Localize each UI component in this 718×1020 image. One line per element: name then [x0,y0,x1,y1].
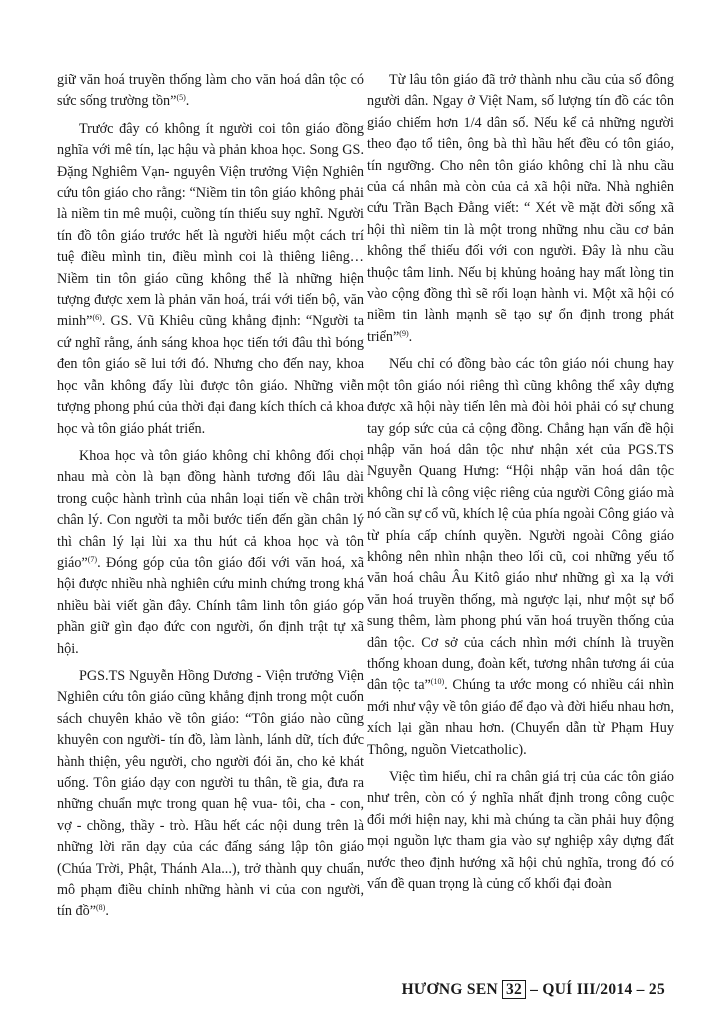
left-column [57,70,364,929]
paragraph: giữ văn hoá truyền thống làm cho văn hoá dân tộc có sức sống trường tồn”$^{(5)}$. [57,72,364,110]
paragraph: Nếu chỉ có đồng bào các tôn giáo nói chung hay một tôn giáo nói riêng thì cũng không thể xây dựng được xã hội này tiến lên mà đòi hỏi phải có sự chung tay góp sức của cả cộng đồng. Chẳng hạn vấn đề hội nhập văn hoá dân tộc như nhận xét của PGS.TS Nguyễn Quang Hưng: “Hội nhập văn hoá dân tộc không chỉ là công việc riêng của người Công giáo mà nó cần sự cổ vũ, khích lệ của phía ngoài Công giáo và từ phía cấp chính quyền. Người ngoài Công giáo không nên nhìn nhận theo lối cũ, coi những yếu tố văn hoá châu Âu Kitô giáo như những gì xa lạ với văn hoá truyền thống, mà ngược lại, như một sự bổ sung thêm, làm phong phú văn hoá truyền thống của dân tộc. Cơ sở của cách nhìn mới chính là truyền thống khoan dung, đoàn kết, tương nhân tương ái của dân tộc ta”$^{(10)}$. Chúng ta ước mong có nhiều cái nhìn mới như vậy về tôn giáo để đạo và đời hiểu nhau hơn, xích lại gần nhau hơn. (Chuyển dẫn từ Phạm Huy Thông, nguồn Vietcatholic). [367,356,674,758]
paragraph: Khoa học và tôn giáo không chỉ không đối chọi nhau mà còn là bạn đồng hành tương đối lâu dài trong cuộc hành trình của nhân loại tiến về chân trời chân lý. Con người ta mỗi bước tiến đến gần chân lý thì chân lý lại lùi xa thu hút cả khoa học và tôn giáo”$^{(7)}$. Đóng góp của tôn giáo đối với văn hoá, xã hội được nhiều nhà nghiên cứu minh chứng trong khá nhiều bài viết gần đây. Chính tâm linh tôn giáo góp phần giữ gìn đạo đức con người, ổn định trật tự xã hội. [57,447,364,657]
paragraph: Trước đây có không ít người coi tôn giáo đồng nghĩa với mê tín, lạc hậu và phản khoa học. Song GS. Đặng Nghiêm Vạn- nguyên Viện trưởng Viện Nghiên cứu tôn giáo cho rằng: “Niềm tin tôn giáo không phải là niềm tin mê muội, cuồng tín thiếu suy nghĩ. Người tín đồ tôn giáo trước hết là người hiểu một cách trí tuệ điều mình tin, điều mình coi là thiêng liêng… Niềm tin tôn giáo cũng không thể là những hiện tượng được xem là phản văn hoá, trái với tiến bộ, văn minh”$^{(6)}$. GS. Vũ Khiêu cũng khẳng định: “Người ta cứ nghĩ rằng, ánh sáng khoa học tiến tới đâu thì bóng đen tôn giáo sẽ lui tới đó. Nhưng cho đến nay, khoa học vẫn không đẩy lùi được tôn giáo. Những viễn tượng phong phú của thời đại đang kích thích cả khoa học và tôn giáo phát triển. [57,120,364,437]
footnote-ref: (7) [87,554,98,564]
footnote-ref: (9) [399,328,409,338]
footnote-ref: (6) [92,313,102,323]
magazine-name: HƯƠNG SEN [401,980,498,998]
paragraph: Việc tìm hiểu, chỉ ra chân giá trị của các tôn giáo như trên, còn có ý nghĩa nhất định trong công cuộc đổi mới hiện nay, khi mà chúng ta cần phải huy động mọi nguồn lực tham gia vào sự nghiệp xây dựng đất nước theo định hướng xã hội chủ nghĩa, trong đó có vấn đề quan trọng là củng cố khối đại đoàn [367,769,674,893]
page-footer [402,980,665,999]
paragraph: Từ lâu tôn giáo đã trở thành nhu cầu của số đông người dân. Ngay ở Việt Nam, số lượng tín đồ các tôn giáo chiếm hơn 1/4 dân số. Nếu kể cả những người theo đạo tổ tiên, ông bà thì hầu hết đều có tôn giáo, tín ngưỡng. Cho nên tôn giáo không chỉ là nhu cầu của cá nhân mà còn của cả xã hội nữa. Nhà nghiên cứu Trần Bạch Đằng viết: “ Xét về mặt đời sống xã hội thì niềm tin là một trong những nhu cầu cơ bản không thể thiếu đối với con người. Đây là nhu cầu thuộc tâm linh. Nếu bị khủng hoảng hay mất lòng tin vào cộng đồng thì sẽ rối loạn hành vi. Một xã hội có niềm tin lành mạnh sẽ tạo sự ổn định trong phát triển”$^{(9)}$. [367,72,674,345]
footnote-ref: (8) [96,903,106,913]
paragraph: PGS.TS Nguyễn Hồng Dương - Viện trưởng Viện Nghiên cứu tôn giáo cũng khẳng định trong một cuốn sách chuyên khảo về tôn giáo: “Tôn giáo nào cũng khuyên con người- tín đồ, làm lành, lánh dữ, tích đức hành thiện, yêu người, cho người đói ăn, cho kẻ khát uống. Tôn giáo dạy con người tu thân, tề gia, đưa ra những chuẩn mực trong quan hệ vua- tôi, cha - con, vợ - chồng, thầy - trò. Hầu hết các nội dung trên là những lời răn dạy của các đấng sáng lập tôn giáo (Chúa Trời, Phật, Thánh Ala...), trở thành quy chuẩn, mô phạm điều chỉnh những hành vi của con người, tín đồ”$^{(8)}$. [57,667,364,920]
issue-number: 32 [502,980,526,999]
issue-period-page: – QUÍ III/2014 – 25 [530,980,665,998]
right-column [367,70,674,901]
footnote-ref: (10) [430,677,445,687]
footnote-ref: (5) [176,93,186,103]
